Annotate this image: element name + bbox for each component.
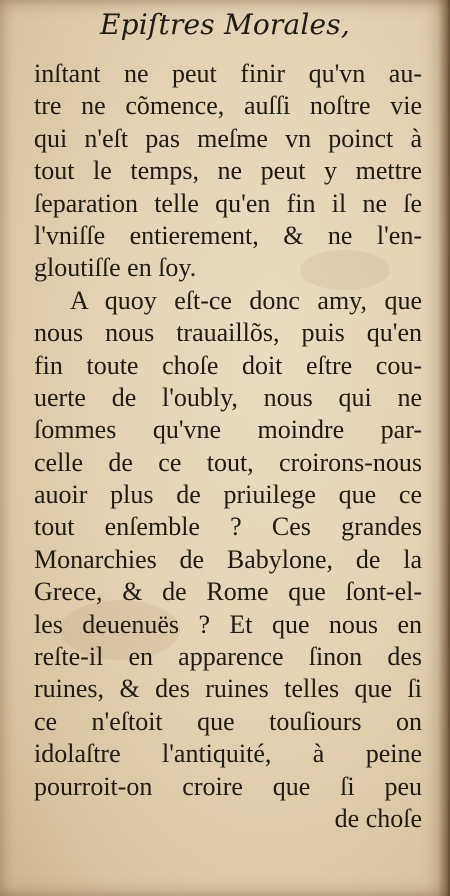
paragraph-first-line: A quoy eſt-ce donc amy, que	[70, 285, 422, 315]
text-line: ruines, & des ruines telles que ſi	[34, 674, 422, 704]
text-line: celle de ce tout, croirons-nous	[34, 447, 422, 477]
text-line: tout le temps, ne peut y mettre	[34, 156, 422, 186]
text-line: idolaſtre l'antiquité, à peine	[34, 739, 422, 769]
text-line: fin toute choſe doit eſtre cou-	[34, 350, 422, 380]
text-line: ce n'eſtoit que touſiours on	[34, 706, 422, 736]
running-head: Epiſtres Morales,	[100, 8, 350, 41]
text-line: gloutiſſe en ſoy.	[34, 253, 197, 283]
text-line: tre ne cõmence, auſſi noſtre vie	[34, 91, 422, 121]
text-line: qui n'eſt pas meſme vn poinct à	[34, 123, 422, 153]
text-line: Monarchies de Babylone, de la	[34, 544, 422, 574]
text-line: les deuenuës ? Et que nous en	[34, 609, 422, 639]
text-line: nous nous trauaillõs, puis qu'en	[34, 318, 422, 348]
text-line: pourroit-on croire que ſi peu	[34, 771, 422, 801]
text-line: ſeparation telle qu'en fin il ne ſe	[34, 188, 422, 218]
text-line: reſte-il en apparence ſinon des	[34, 642, 422, 672]
catchword: de choſe	[334, 803, 422, 833]
body-text	[34, 58, 422, 835]
text-line: uerte de l'oubly, nous qui ne	[34, 382, 422, 412]
text-line: tout enſemble ? Ces grandes	[34, 512, 422, 542]
text-line: l'vniſſe entierement, & ne l'en-	[34, 220, 422, 250]
text-line: Grece, & de Rome que ſont-el-	[34, 577, 422, 607]
text-line: ſommes qu'vne moindre par-	[34, 415, 422, 445]
text-line: inſtant ne peut finir qu'vn au-	[34, 59, 422, 88]
page-edge-shadow	[438, 0, 450, 896]
text-line: auoir plus de priuilege que ce	[34, 480, 422, 510]
